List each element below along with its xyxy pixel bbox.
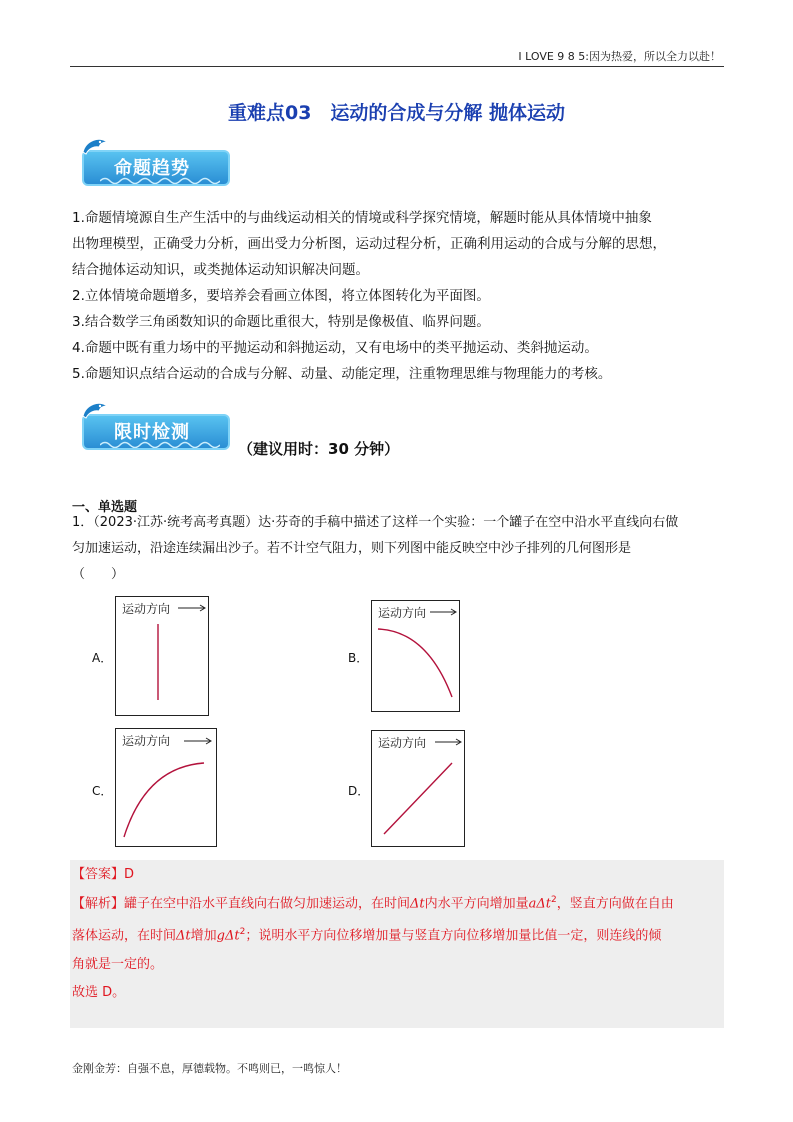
dolphin-icon: [80, 134, 110, 164]
test-badge-label: 限时检测: [114, 422, 190, 443]
delta-t: Δt: [176, 928, 191, 944]
direction-caption: 运动方向: [378, 736, 427, 750]
direction-caption: 运动方向: [378, 606, 427, 620]
section-heading: 一、单选题: [72, 500, 138, 515]
option-a-graph[interactable]: [115, 596, 209, 716]
option-c-label[interactable]: C．: [92, 784, 113, 798]
trend-badge-label: 命题趋势: [114, 158, 190, 179]
direction-caption: 运动方向: [122, 734, 171, 748]
wave-decoration: [100, 176, 220, 184]
question-line: 匀加速运动，沿途连续漏出沙子。若不计空气阻力，则下列图中能反映空中沙子排列的几何图形是: [72, 541, 632, 556]
g-delta-t-squared: gΔt: [216, 928, 240, 944]
analysis-part: ，竖直方向做在自由: [556, 896, 674, 912]
sand-curve: [124, 763, 204, 837]
option-a-label[interactable]: A．: [92, 651, 113, 665]
sand-curve: [384, 763, 452, 834]
analysis-line: [72, 886, 724, 918]
dolphin-icon: [80, 398, 110, 428]
analysis-part: ；说明水平方向位移增加量与竖直方向位移增加量比值一定，则连线的倾: [245, 928, 662, 944]
answer-value: D: [124, 867, 135, 882]
option-b-graph[interactable]: [371, 600, 460, 712]
trend-badge: [80, 140, 232, 186]
trend-list: [72, 205, 724, 387]
page-title: 重难点03 运动的合成与分解 抛体运动: [227, 102, 566, 124]
superscript: 2: [239, 927, 246, 938]
analysis-part: 落体运动，在时间: [72, 928, 177, 944]
trend-line: 4.命题中既有重力场中的平抛运动和斜抛运动，又有电场中的类平抛运动、类斜抛运动。: [72, 340, 598, 356]
direction-caption: 运动方向: [122, 602, 171, 616]
option-b-label[interactable]: B．: [348, 651, 369, 665]
superscript: 2: [551, 895, 557, 905]
question-line: 1．（2023·江苏·统考高考真题）达·芬奇的手稿中描述了这样一个实验：一个罐子在空中沿水平直线向右做: [72, 515, 679, 530]
suggested-time: （建议用时：30 分钟）: [238, 440, 400, 458]
trend-line: 出物理模型，正确受力分析，画出受力分析图，运动过程分析，正确利用运动的合成与分解的思想，: [72, 236, 666, 252]
trend-line: 5.命题知识点结合运动的合成与分解、动量、动能定理，注重物理思维与物理能力的考核。: [72, 366, 612, 382]
test-badge: [80, 404, 232, 450]
option-d-plot: [372, 731, 466, 848]
analysis-line: 角就是一定的。: [72, 956, 164, 972]
trend-line: 3.结合数学三角函数知识的命题比重很大，特别是像极值、临界问题。: [72, 314, 490, 330]
option-d-label[interactable]: D．: [348, 784, 370, 798]
option-b-plot: [372, 601, 461, 713]
answer-line: [72, 862, 134, 888]
footer-motto: 金刚金芳：自强不息，厚德载物。不鸣则已，一鸣惊人！: [72, 1062, 347, 1075]
option-d-graph[interactable]: [371, 730, 465, 847]
trend-line: 1.命题情境源自生产生活中的与曲线运动相关的情境或科学探究情境，解题时能从具体情境中抽象: [72, 210, 652, 226]
trend-line: 结合抛体运动知识，或类抛体运动知识解决问题。: [72, 262, 369, 278]
header-motto: I LOVE 9 8 5:因为热爱，所以全力以赴！: [518, 50, 721, 63]
sand-curve: [378, 629, 452, 697]
analysis-tag: 【解析】: [72, 896, 125, 912]
trend-line: 2.立体情境命题增多，要培养会看画立体图，将立体图转化为平面图。: [72, 288, 490, 304]
question-text: [72, 510, 724, 588]
question-line: （ ）: [72, 567, 125, 582]
analysis-part: 增加: [190, 928, 217, 944]
header-divider: [70, 66, 724, 67]
analysis-part: 罐子在空中沿水平直线向右做匀加速运动，在时间: [124, 896, 411, 912]
option-c-graph[interactable]: [115, 728, 217, 847]
wave-decoration: [100, 440, 220, 448]
option-c-plot: [116, 729, 218, 848]
analysis-text: [72, 886, 724, 1007]
answer-tag: 【答案】: [72, 867, 125, 882]
analysis-part: 内水平方向增加量: [424, 896, 529, 912]
analysis-line: 故选 D。: [72, 984, 126, 1000]
analysis-line: [72, 918, 724, 950]
a-delta-t-squared: aΔt: [528, 896, 552, 912]
delta-t: Δt: [410, 896, 425, 912]
option-a-plot: [116, 597, 210, 717]
